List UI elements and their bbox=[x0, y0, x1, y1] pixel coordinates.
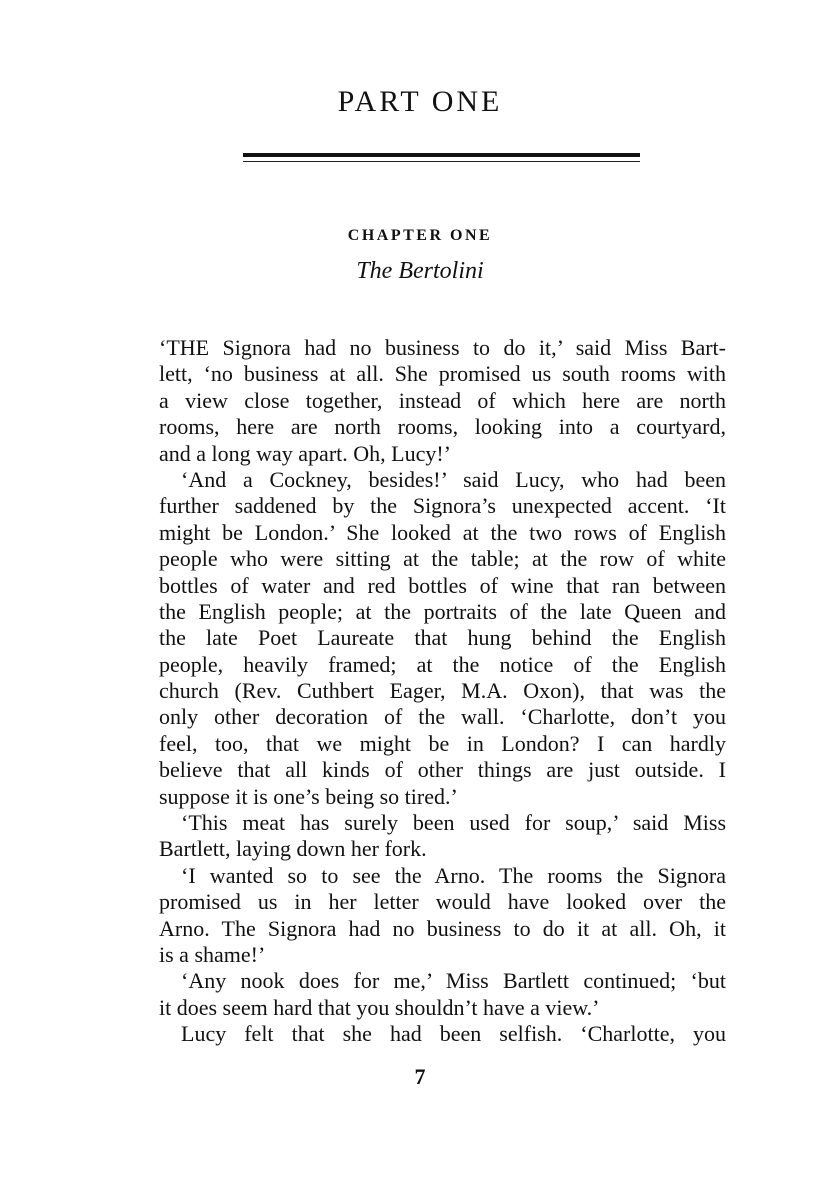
text-line: it does seem hard that you shouldn’t have a view.’ bbox=[159, 994, 600, 1020]
text-line: the late Poet Laureate that hung behind the English bbox=[159, 625, 726, 651]
part-title: PART ONE bbox=[337, 85, 503, 118]
title-rule bbox=[243, 153, 640, 162]
text-line: ‘And a Cockney, besides!’ said Lucy, who had been bbox=[181, 466, 726, 492]
text-line: and a long way apart. Oh, Lucy!’ bbox=[159, 440, 452, 466]
page-number: 7 bbox=[414, 1064, 426, 1089]
text-line: people, heavily framed; at the notice of the English bbox=[159, 651, 726, 677]
chapter-title: The Bertolini bbox=[356, 258, 484, 284]
text-line: believe that all kinds of other things are just outside. I bbox=[159, 757, 726, 783]
text-line: further saddened by the Signora’s unexpected accent. ‘It bbox=[159, 493, 726, 519]
text-line: a view close together, instead of which here are north bbox=[159, 387, 726, 413]
text-line: Bartlett, laying down her fork. bbox=[159, 836, 427, 862]
text-line: feel, too, that we might be in London? I can hardly bbox=[159, 730, 726, 756]
text-line: suppose it is one’s being so tired.’ bbox=[159, 783, 458, 809]
title-rule-thin bbox=[243, 161, 640, 162]
text-line: promised us in her letter would have looked over the bbox=[159, 889, 726, 915]
title-rule-thick bbox=[243, 153, 640, 157]
text-line: church (Rev. Cuthbert Eager, M.A. Oxon), that was the bbox=[159, 678, 726, 704]
body-text bbox=[159, 335, 726, 1048]
text-line: people who were sitting at the table; at the row of white bbox=[159, 546, 726, 572]
text-line: ‘Any nook does for me,’ Miss Bartlett continued; ‘but bbox=[181, 968, 726, 994]
text-line: ‘This meat has surely been used for soup,’ said Miss bbox=[181, 810, 726, 836]
text-line: bottles of water and red bottles of wine that ran between bbox=[159, 572, 726, 598]
chapter-label: CHAPTER ONE bbox=[347, 227, 493, 244]
text-line: ‘I wanted so to see the Arno. The rooms the Signora bbox=[181, 862, 726, 888]
text-line: might be London.’ She looked at the two rows of English bbox=[159, 519, 726, 545]
text-line: rooms, here are north rooms, looking into a courtyard, bbox=[159, 414, 726, 440]
text-line: lett, ‘no business at all. She promised us south rooms with bbox=[159, 361, 726, 387]
text-line: Arno. The Signora had no business to do it at all. Oh, it bbox=[159, 915, 726, 941]
text-line: Lucy felt that she had been selfish. ‘Charlotte, you bbox=[181, 1021, 726, 1047]
text-line: only other decoration of the wall. ‘Charlotte, don’t you bbox=[159, 704, 726, 730]
text-line: ‘THE Signora had no business to do it,’ said Miss Bart- bbox=[159, 335, 726, 360]
text-line: the English people; at the portraits of the late Queen and bbox=[159, 598, 726, 624]
text-line: is a shame!’ bbox=[159, 941, 266, 967]
